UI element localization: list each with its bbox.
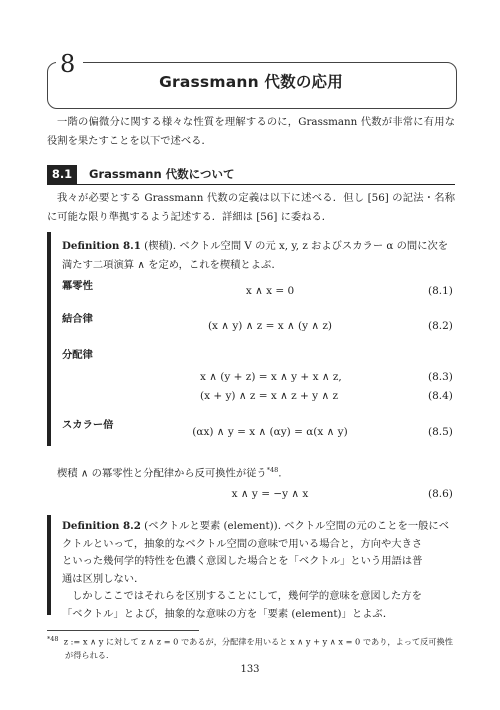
definition-8-2-title: Definition 8.2 <box>62 520 141 532</box>
equation-number-8-1: (8.1) <box>428 285 453 297</box>
equation-number-8-6: (8.6) <box>428 488 453 500</box>
label-distributive: 分配律 <box>62 349 93 361</box>
anticommutativity-text: 楔積 ∧ の冪零性と分配律から反可換性が従う <box>57 467 267 480</box>
equation-8-5: (αx) ∧ y = x ∧ (αy) = α(x ∧ y) <box>192 426 348 438</box>
definition-8-2-text <box>62 518 455 623</box>
equation-8-6: x ∧ y = −y ∧ x <box>231 488 309 500</box>
label-nilpotent: 冪零性 <box>62 280 93 292</box>
equation-8-4: (x + y) ∧ z = x ∧ z + y ∧ z <box>200 390 338 402</box>
label-associative: 結合律 <box>62 313 93 325</box>
definition-bar <box>47 515 51 615</box>
footnote-rule <box>47 630 199 631</box>
section-header <box>47 165 455 184</box>
definition-8-1-title: Definition 8.1 <box>62 240 141 252</box>
footnote-text: z := x ∧ y に対して z ∧ z = 0 であるが，分配律を用いると x ∧ y + y ∧ x = 0 であり，よって反可換性が得られる． <box>63 636 453 660</box>
section-paragraph: 我々が必要とする Grassmann 代数の定義は以下に述べる．但し [56] の記法・名称に可能な限り準拠するよう記述する．詳細は [56] に委ねる． <box>47 192 455 223</box>
footnote-mark: *48 <box>47 635 59 643</box>
label-scalar: スカラー倍 <box>62 419 114 431</box>
equation-8-1: x ∧ x = 0 <box>245 285 295 297</box>
anticommutativity-sentence <box>47 461 455 483</box>
chapter-title: Grassmann 代数の応用 <box>159 73 343 91</box>
equation-number-8-5: (8.5) <box>428 426 453 438</box>
definition-8-1-line1: ベクトル空間 V の元 x, y, z およびスカラー α の間に次を <box>179 240 449 252</box>
definition-8-2-line5: しかしここではそれらを区別することにして，幾何学的意味を意図した方を <box>72 590 422 602</box>
intro-paragraph: 一階の偏微分に関する様々な性質を理解するのに，Grassmann 代数が非常に有用な役割を果たすことを以下で述べる． <box>47 116 455 147</box>
anticommutativity-end: . <box>278 467 282 480</box>
definition-bar <box>47 232 51 446</box>
section-rule <box>47 184 455 185</box>
equation-number-8-2: (8.2) <box>428 320 453 332</box>
definition-8-2-line1: ベクトル空間の元のことを一般にベ <box>284 520 450 532</box>
section-title: Grassmann 代数について <box>89 167 235 181</box>
chapter-number: 8 <box>56 50 83 78</box>
equation-8-3: x ∧ (y + z) = x ∧ y + x ∧ z, <box>200 371 342 383</box>
equation-8-2: (x ∧ y) ∧ z = x ∧ (y ∧ z) <box>207 320 333 332</box>
footnote-ref: *48 <box>266 466 279 474</box>
equation-number-8-3: (8.3) <box>428 371 453 383</box>
definition-8-1-text <box>62 237 455 275</box>
footnote <box>47 633 457 662</box>
page-number: 133 <box>240 664 260 675</box>
definition-8-1-line2: 満たす二項演算 ∧ を定め，これを楔積とよぶ． <box>62 259 282 271</box>
definition-8-1-subtitle: (楔積). <box>144 240 177 252</box>
definition-8-2-line4: 通は区別しない． <box>62 572 145 585</box>
definition-8-2-line2: クトルといって，抽象的なベクトル空間の意味で用いる場合と，方向や大きさ <box>62 537 423 550</box>
definition-8-2-line3: といった幾何学的特性を色濃く意図した場合とを「ベクトル」という用語は普 <box>62 555 423 567</box>
section-number: 8.1 <box>47 165 77 184</box>
definition-8-2-line6: 「ベクトル」とよび，抽象的な意味の方を「要素 (element)」とよぶ． <box>62 607 394 620</box>
equation-number-8-4: (8.4) <box>428 390 453 402</box>
definition-8-2-subtitle: (ベクトルと要素 (element)). <box>144 520 281 532</box>
